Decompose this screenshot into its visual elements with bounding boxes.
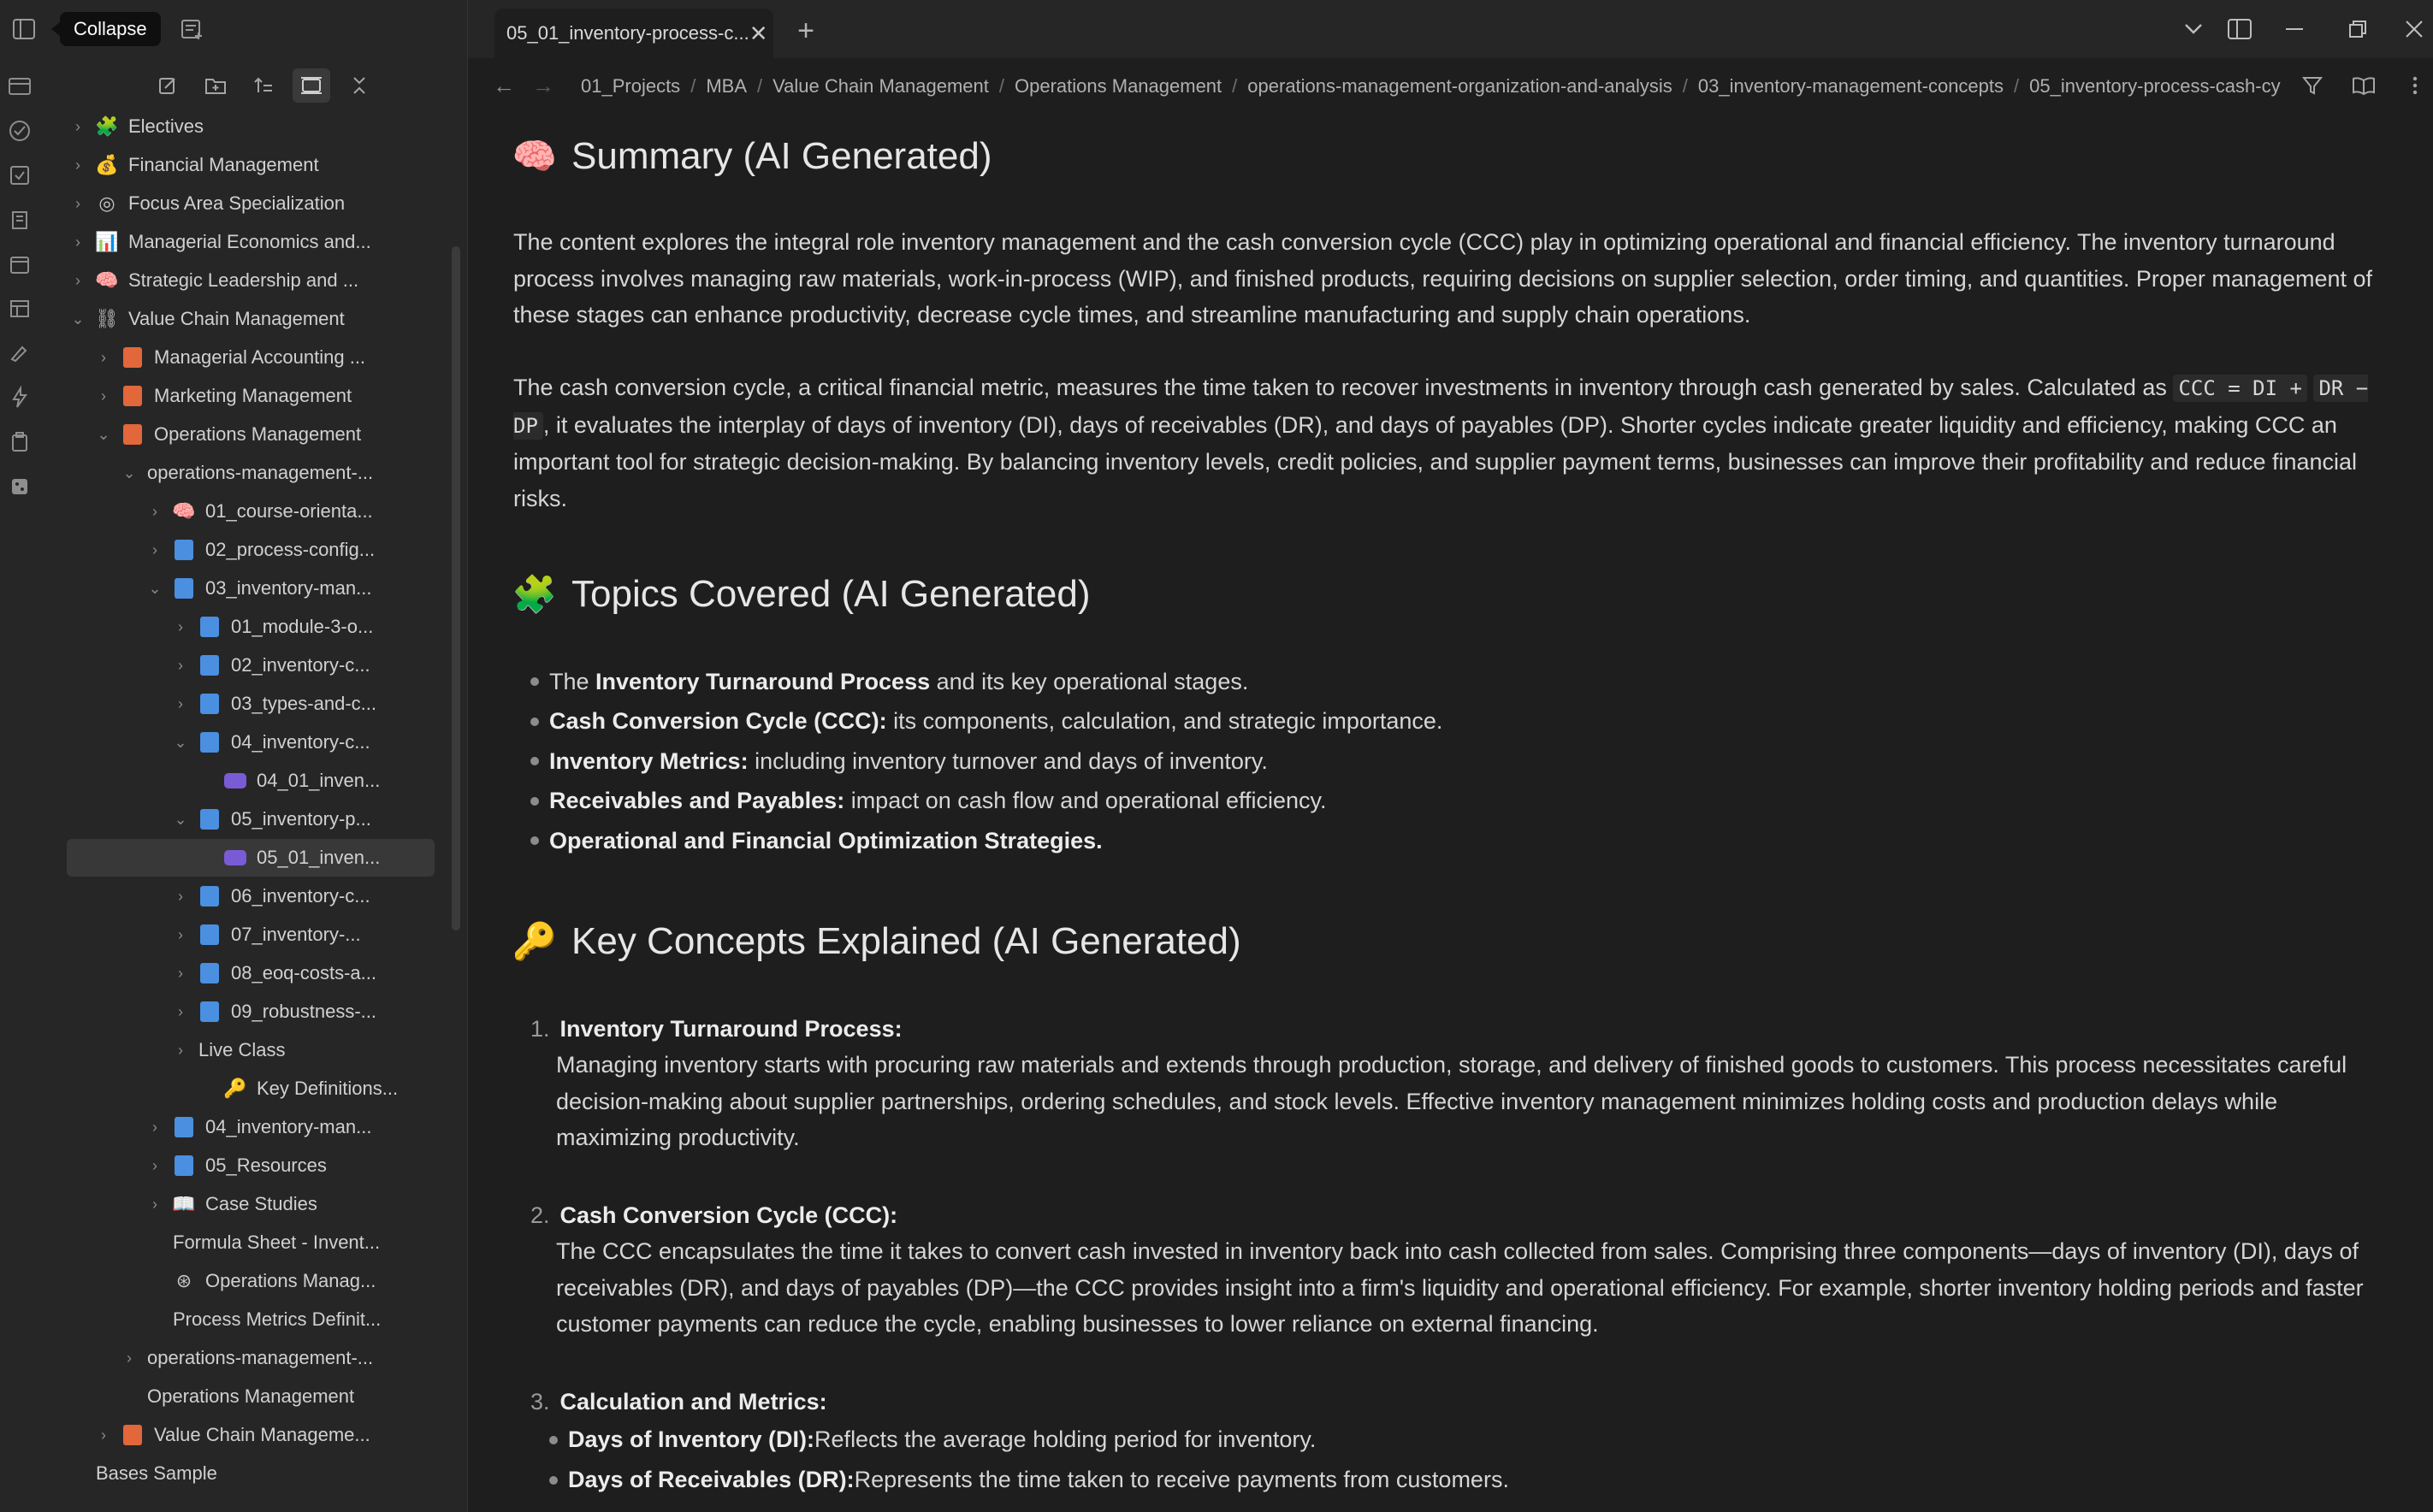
chevron-down-icon[interactable]: ⌄ <box>122 464 136 481</box>
blue-book-icon <box>198 616 221 638</box>
title-bar <box>0 0 2433 58</box>
breadcrumb-separator: / <box>2014 75 2020 97</box>
tree-folder[interactable] <box>39 916 433 954</box>
chevron-right-icon[interactable]: › <box>178 925 183 943</box>
breadcrumb-separator: / <box>757 75 763 97</box>
tree-item-label: Bases Sample <box>96 1462 217 1484</box>
chevron-down-icon[interactable]: ⌄ <box>174 810 187 828</box>
file-explorer <box>39 58 468 1512</box>
blue-book-icon <box>173 539 195 561</box>
tree-item-label: 09_robustness-... <box>231 1001 376 1022</box>
topic-text: impact on cash flow and operational efficiency. <box>844 788 1327 814</box>
concept-body: The CCC encapsulates the time it takes to convert cash invested in inventory back into cash collected from sales. Comprising three components—days of inventory (DI), days of receivables (DR), and days of payables (DP)—the CCC provides insight into a firm's liquidity and operational efficiency. For example, shorter inventory holding periods and faster customer payments can reduce the cycle, enabling businesses to lower reliance on external financing. <box>556 1238 2364 1337</box>
tree-item-label: Managerial Economics and... <box>128 231 371 252</box>
ccc-formula-code-continued: DR − DP <box>513 376 2369 438</box>
summary-heading-text: Summary (AI Generated) <box>571 135 992 177</box>
tree-item-label: Operations Manag... <box>205 1270 376 1291</box>
spacer <box>145 1272 164 1291</box>
chevron-right-icon[interactable]: › <box>152 1195 157 1213</box>
chevron-down-icon[interactable]: ⌄ <box>174 733 187 751</box>
tree-item-label: 05_01_inven... <box>257 847 381 868</box>
topics-heading <box>513 573 1091 616</box>
tasks-icon[interactable] <box>5 161 34 190</box>
view-header <box>468 58 2433 113</box>
breadcrumb-separator: / <box>690 75 696 97</box>
collapse-tooltip: Collapse <box>60 12 161 46</box>
breadcrumb-item[interactable]: Operations Management <box>1015 75 1222 97</box>
tree-folder[interactable] <box>39 416 433 453</box>
chevron-right-icon[interactable]: › <box>178 656 183 674</box>
back-arrow-icon[interactable]: ← <box>493 72 515 98</box>
new-folder-icon[interactable] <box>197 68 234 103</box>
topic-bold: Receivables and Payables: <box>549 788 845 814</box>
clipboard-icon[interactable] <box>5 428 34 457</box>
tree-folder[interactable] <box>39 146 433 184</box>
tree-item-label: 06_inventory-c... <box>231 885 370 907</box>
key-icon: 🔑 <box>223 1078 247 1099</box>
bullet-dot <box>549 1436 558 1444</box>
open-book-icon: 📖 <box>172 1193 196 1214</box>
tree-item-label: Electives <box>128 115 204 137</box>
tree-item-label: Focus Area Specialization <box>128 192 346 214</box>
spacer <box>197 848 216 867</box>
left-ribbon <box>0 58 40 1512</box>
tree-folder[interactable] <box>39 954 433 992</box>
tree-folder[interactable] <box>39 608 433 646</box>
blue-book-icon <box>198 654 221 676</box>
topics-heading-text: Topics Covered (AI Generated) <box>571 573 1091 615</box>
concept-number: 1. <box>530 1015 550 1042</box>
tree-item-label: Process Metrics Definit... <box>173 1308 382 1330</box>
tree-item-label: Formula Sheet - Invent... <box>173 1231 381 1253</box>
file-explorer-actions <box>149 68 378 103</box>
new-tab-icon[interactable]: + <box>797 14 814 47</box>
brain-icon: 🧠 <box>95 269 119 291</box>
spacer <box>120 1387 139 1406</box>
recent-files-icon[interactable] <box>173 12 210 46</box>
chevron-right-icon[interactable]: › <box>75 194 80 212</box>
chevron-right-icon[interactable]: › <box>101 348 106 366</box>
tree-folder[interactable] <box>39 1147 433 1184</box>
spacer <box>197 771 216 790</box>
concept-item <box>530 1384 2395 1500</box>
concept-title <box>530 1384 2395 1420</box>
tree-folder[interactable] <box>39 531 433 569</box>
tree-folder[interactable] <box>39 570 433 607</box>
tree-item-label: 05_Resources <box>205 1155 327 1176</box>
dice-icon[interactable] <box>5 472 34 501</box>
tree-folder[interactable] <box>39 339 433 376</box>
sub-bullet-text: Reflects the average holding period for inventory. <box>814 1426 1317 1452</box>
blue-book-icon <box>198 731 221 753</box>
chevron-right-icon[interactable]: › <box>101 1426 106 1444</box>
bullet-dot <box>530 797 539 806</box>
chevron-right-icon[interactable]: › <box>178 617 183 635</box>
concept-title <box>530 1011 2395 1047</box>
files-icon[interactable] <box>5 72 34 101</box>
topic-text: and its key operational stages. <box>930 668 1249 694</box>
tree-folder[interactable] <box>39 800 433 838</box>
topic-bold: Inventory Turnaround Process <box>595 668 931 694</box>
blue-book-icon <box>198 885 221 907</box>
tree-item-label: Marketing Management <box>154 385 352 406</box>
tree-folder[interactable] <box>39 724 433 761</box>
tree-folder[interactable] <box>39 262 433 299</box>
spacer <box>145 1310 164 1329</box>
brain-icon: 🧠 <box>512 135 558 176</box>
topic-bullet <box>530 741 2241 782</box>
spacer <box>145 1233 164 1252</box>
chevron-right-icon[interactable]: › <box>75 233 80 251</box>
sub-bullet <box>549 1460 2395 1500</box>
topic-bold: Operational and Financial Optimization Strategies. <box>549 827 1103 853</box>
sort-icon[interactable] <box>245 68 282 103</box>
tree-file[interactable] <box>39 762 433 800</box>
close-tab-icon[interactable]: ✕ <box>749 20 768 46</box>
tree-item-label: 04_01_inven... <box>257 770 381 791</box>
tree-item-label: Strategic Leadership and ... <box>128 269 359 291</box>
chevron-down-icon[interactable]: ⌄ <box>71 310 85 328</box>
ccc-formula-code: CCC = DI + <box>2173 375 2307 402</box>
tree-item-label: Key Definitions... <box>257 1078 399 1099</box>
chevron-right-icon[interactable]: › <box>178 887 183 905</box>
tree-folder[interactable] <box>39 377 433 415</box>
new-note-icon[interactable] <box>149 68 186 103</box>
vr-icon <box>224 770 246 792</box>
tree-item-label: Value Chain Management <box>128 308 345 329</box>
spiral-icon: ⊛ <box>175 1270 192 1291</box>
bar-chart-icon: 📊 <box>95 231 119 252</box>
tree-item-label: 03_inventory-man... <box>205 577 372 599</box>
tree-file[interactable] <box>67 839 435 877</box>
concept-title-text: Cash Conversion Cycle (CCC): <box>559 1202 898 1228</box>
tree-item-label: Value Chain Manageme... <box>154 1424 370 1445</box>
tree-item-label: 02_process-config... <box>205 539 376 560</box>
breadcrumb-separator: / <box>1682 75 1688 97</box>
chevron-right-icon[interactable]: › <box>152 1118 157 1136</box>
sub-bullet-bold: Days of Receivables (DR): <box>568 1467 855 1492</box>
sub-bullet <box>549 1420 2395 1460</box>
key-icon: 🔑 <box>512 920 558 961</box>
tree-folder[interactable] <box>39 993 433 1031</box>
chevron-right-icon[interactable]: › <box>101 387 106 405</box>
blue-book-icon <box>173 1116 195 1138</box>
blue-book-icon <box>198 693 221 715</box>
bullet-dot <box>530 757 539 765</box>
concepts-heading <box>513 920 1241 963</box>
breadcrumb <box>581 72 2281 101</box>
concept-title-text: Calculation and Metrics: <box>559 1388 827 1415</box>
auto-reveal-icon[interactable] <box>293 68 330 103</box>
bullet-dot <box>549 1476 558 1485</box>
breadcrumb-item[interactable]: Value Chain Management <box>773 75 989 97</box>
bolt-icon[interactable] <box>5 383 34 412</box>
summary-heading <box>513 135 992 178</box>
sidebar-tab-header <box>0 0 468 58</box>
tree-folder[interactable] <box>39 685 433 723</box>
reading-view-icon[interactable] <box>2347 68 2381 103</box>
chevron-down-icon[interactable]: ⌄ <box>97 425 110 443</box>
topics-list <box>530 662 2241 861</box>
tree-folder[interactable] <box>39 647 433 684</box>
tree-folder[interactable] <box>39 877 433 915</box>
tree-item-label: 01_module-3-o... <box>231 616 374 637</box>
table-icon[interactable] <box>5 294 34 323</box>
close-window-icon[interactable] <box>2395 12 2433 46</box>
money-bag-icon: 💰 <box>95 154 119 175</box>
vr-icon <box>224 847 246 869</box>
concept-item <box>530 1011 2395 1156</box>
topic-bullet <box>530 662 2241 702</box>
tab-list-chevron-icon[interactable] <box>2175 12 2212 46</box>
graph-view-icon[interactable] <box>5 116 34 145</box>
breadcrumb-item[interactable]: 05_inventory-process-cash-cy <box>2029 75 2281 97</box>
breadcrumb-item[interactable]: MBA <box>706 75 747 97</box>
sub-bullet-text: Represents the time taken to receive payments from customers. <box>854 1467 1509 1492</box>
tree-folder[interactable] <box>39 108 433 145</box>
calendar-icon[interactable] <box>5 250 34 279</box>
chevron-right-icon[interactable]: › <box>152 1156 157 1174</box>
tree-folder[interactable] <box>39 1185 433 1223</box>
summary-paragraph-2 <box>513 369 2387 517</box>
tree-item-label: 05_inventory-p... <box>231 808 371 830</box>
chevron-right-icon[interactable]: › <box>178 1002 183 1020</box>
concept-number: 3. <box>530 1388 550 1415</box>
topic-bold: Inventory Metrics: <box>549 747 749 774</box>
tree-item-label: 04_inventory-c... <box>231 731 370 753</box>
target-icon: ◎ <box>98 192 115 214</box>
tree-item-label: 07_inventory-... <box>231 924 361 945</box>
tree-folder[interactable] <box>39 185 433 222</box>
summary-paragraph-1: The content explores the integral role inventory management and the cash conversion cycle (CCC) play in optimizing operational and financial efficiency. The inventory turnaround process involves managing raw materials, work-in-process (WIP), and finished products, requiring decisions on supplier selection, order timing, and quantities. Proper management of these stages can enhance productivity, decrease cycle times, and streamline manufacturing and supply chain operations. <box>513 229 2373 328</box>
tree-file[interactable] <box>39 1378 433 1415</box>
puzzle-icon: 🧩 <box>95 115 119 137</box>
topic-text: including inventory turnover and days of inventory. <box>748 747 1268 774</box>
concepts-heading-text: Key Concepts Explained (AI Generated) <box>571 920 1241 962</box>
topic-prefix: The <box>549 668 596 694</box>
tree-folder[interactable] <box>39 300 433 338</box>
tree-item-label: Managerial Accounting ... <box>154 346 366 368</box>
tree-folder[interactable] <box>39 1416 433 1454</box>
chevron-right-icon[interactable]: › <box>75 156 80 174</box>
topic-text: its components, calculation, and strategic importance. <box>886 708 1443 735</box>
topic-bullet <box>530 782 2241 822</box>
breadcrumb-item[interactable]: operations-management-organization-and-analysis <box>1247 75 1672 97</box>
tree-item-label: 04_inventory-man... <box>205 1116 372 1137</box>
tree-folder[interactable] <box>39 223 433 261</box>
topic-bold: Cash Conversion Cycle (CCC): <box>549 708 887 735</box>
draw-icon[interactable] <box>5 339 34 368</box>
breadcrumb-item[interactable]: 01_Projects <box>581 75 681 97</box>
concept-title-text: Inventory Turnaround Process: <box>559 1015 903 1042</box>
restore-icon[interactable] <box>2339 12 2377 46</box>
sub-bullet-bold: Days of Inventory (DI): <box>568 1426 815 1452</box>
breadcrumb-item[interactable]: 03_inventory-management-concepts <box>1697 75 2004 97</box>
tree-item-label: 03_types-and-c... <box>231 693 376 714</box>
collapse-all-icon[interactable] <box>340 68 378 103</box>
bullet-dot <box>530 677 539 686</box>
chevron-right-icon[interactable]: › <box>178 964 183 982</box>
blue-book-icon <box>198 924 221 946</box>
bullet-dot <box>530 836 539 845</box>
breadcrumb-separator: / <box>1232 75 1238 97</box>
blue-book-icon <box>173 577 195 599</box>
tab-title: 05_01_inventory-process-c... <box>506 22 749 44</box>
minimize-icon[interactable] <box>2276 12 2313 46</box>
tree-item-label: Live Class <box>198 1039 286 1060</box>
chevron-right-icon[interactable]: › <box>127 1349 132 1367</box>
bullet-dot <box>530 718 539 726</box>
orange-folder-icon <box>121 423 144 446</box>
right-sidebar-toggle-icon[interactable] <box>2221 12 2258 46</box>
concept-title <box>530 1197 2395 1233</box>
tree-file[interactable] <box>39 1301 433 1338</box>
tree-item-label: Financial Management <box>128 154 319 175</box>
blue-book-icon <box>198 1001 221 1023</box>
chevron-right-icon[interactable]: › <box>178 694 183 712</box>
tree-item-label: Operations Management <box>154 423 362 445</box>
tree-item-label: 01_course-orienta... <box>205 500 373 522</box>
puzzle-icon: 🧩 <box>512 573 558 614</box>
orange-folder-icon <box>121 385 144 407</box>
breadcrumb-separator: / <box>998 75 1005 97</box>
forward-arrow-icon[interactable]: → <box>532 72 554 98</box>
tree-file[interactable] <box>39 1070 433 1107</box>
concept-number: 2. <box>530 1202 550 1228</box>
tree-item-label: Operations Management <box>147 1385 355 1407</box>
topic-bullet <box>530 821 2241 861</box>
building-icon[interactable] <box>5 205 34 234</box>
spacer <box>68 1464 87 1483</box>
more-options-icon[interactable] <box>2398 68 2432 103</box>
orange-folder-icon <box>121 1424 144 1446</box>
chevron-right-icon[interactable]: › <box>75 271 80 289</box>
concept-item <box>530 1197 2395 1343</box>
chain-icon: ⛓ <box>95 308 119 329</box>
active-tab[interactable] <box>494 9 773 58</box>
brain-icon: 🧠 <box>172 500 196 522</box>
spacer <box>197 1079 216 1098</box>
chevron-right-icon[interactable]: › <box>152 502 157 520</box>
tree-file[interactable] <box>39 1224 433 1261</box>
tree-item-label: operations-management-... <box>147 462 374 483</box>
sidebar-toggle-icon[interactable] <box>5 10 43 48</box>
blue-book-icon <box>198 962 221 984</box>
tree-item-label: Case Studies <box>205 1193 317 1214</box>
tree-file[interactable] <box>39 1262 433 1300</box>
sidebar-scrollbar[interactable] <box>452 246 460 930</box>
chevron-down-icon[interactable]: ⌄ <box>148 579 162 597</box>
tree-folder[interactable] <box>39 1031 433 1069</box>
tree-folder[interactable] <box>39 1108 433 1146</box>
tree-item-label: operations-management-... <box>147 1347 374 1368</box>
concept-body: Managing inventory starts with procuring raw materials and extends through production, storage, and delivery of finished goods to customers. This process necessitates careful decision-making about supplier partnerships, ordering schedules, and stock levels. Effective inventory management minimizes holding costs and production delays while maximizing productivity. <box>556 1052 2347 1150</box>
chevron-right-icon[interactable]: › <box>75 117 80 135</box>
tree-item-label: 08_eoq-costs-a... <box>231 962 376 983</box>
chevron-right-icon[interactable]: › <box>152 540 157 558</box>
tree-file[interactable] <box>39 1455 433 1492</box>
orange-folder-icon <box>121 346 144 369</box>
summary-p2-text-a: The cash conversion cycle, a critical financial metric, measures the time taken to recover investments in inventory through cash generated by sales. Calculated as <box>513 375 2174 400</box>
tree-item-label: 02_inventory-c... <box>231 654 370 676</box>
tree-folder[interactable] <box>39 493 433 530</box>
blue-book-icon <box>198 808 221 830</box>
filter-icon[interactable] <box>2295 68 2329 103</box>
topic-bullet <box>530 702 2241 742</box>
chevron-right-icon[interactable]: › <box>178 1041 183 1059</box>
tree-folder[interactable] <box>39 1339 433 1377</box>
summary-p2-text-b: , it evaluates the interplay of days of inventory (DI), days of receivables (DR), and days of payables (DP). Shorter cycles indicate greater liquidity and efficiency, making CCC an important tool for strategic decision-making. By balancing inventory levels, credit policies, and supplier payment terms, businesses can improve their profitability and reduce financial risks. <box>513 411 2358 511</box>
note-content[interactable] <box>513 113 2395 1512</box>
blue-book-icon <box>173 1155 195 1177</box>
tree-folder[interactable] <box>39 454 433 492</box>
